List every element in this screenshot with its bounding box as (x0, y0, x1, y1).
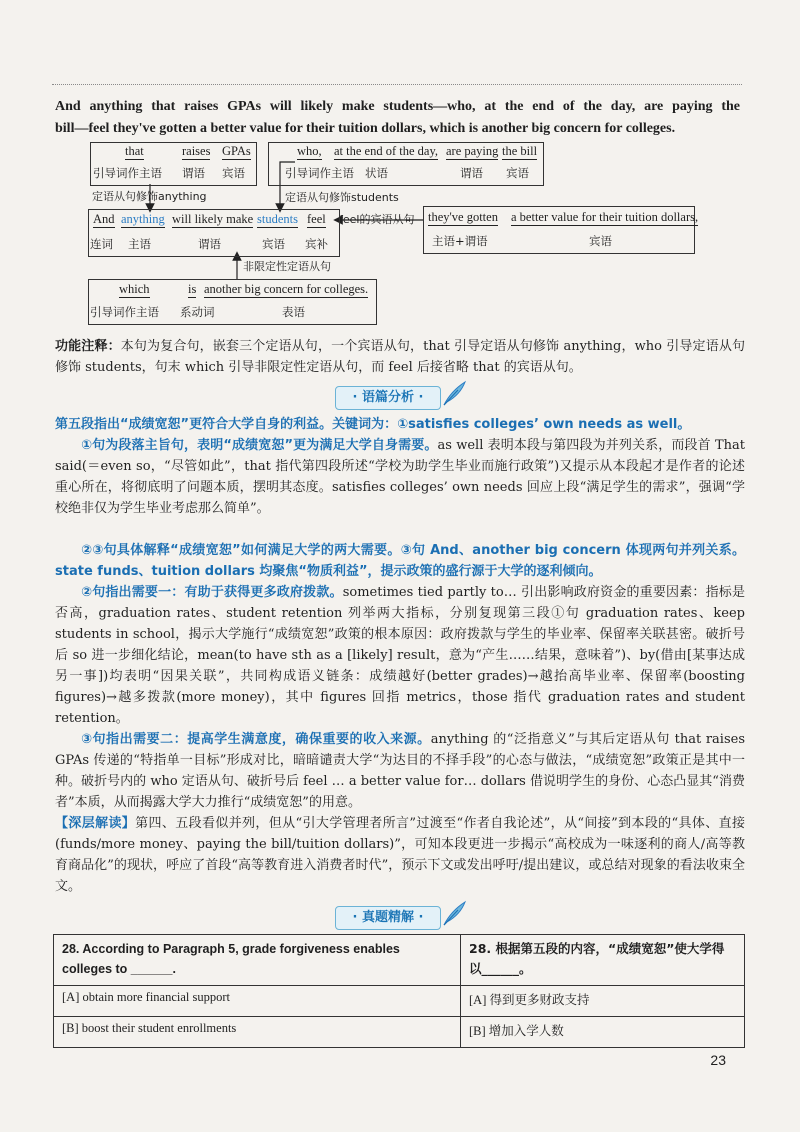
role-subject-intro-2: 引导词作主语 (285, 166, 354, 180)
word-gpas: GPAs (222, 144, 251, 158)
note-modifies-anything: 定语从句修饰anything (92, 190, 207, 203)
role-predicate-2: 谓语 (460, 166, 483, 180)
analysis-p5-head: ③句指出需要二：提高学生满意度，确保重要的收入来源。 (81, 732, 431, 747)
note-nonrestrictive-clause: 非限定性定语从句 (243, 260, 331, 273)
analysis-p4-body: sometimes tied partly to… 引出影响政府资金的重要因素：指标是否高，graduation rates、student retention 列举两大指标，分别复现第三段①句 graduation rates、keep students in school，揭示大学施行“成绩宽恕”政策的根本原因：政府拨款与学生的毕业率、保留率关联甚密。破折号后 so 进一步细化结论，mean(to have sth as a [likely] result，意为“产生……结果，意味着”)、by(借由[某事达成另一事])均表明“因果关联”，共同构成语义链条：成绩越好(better grades)→越抬高毕业率、保留率(boosting figures)→越多拨款(more money)，其中 figures 回指 metrics，those 指代 graduation rates and student retention。 (55, 585, 745, 726)
table-row (54, 986, 745, 1017)
word-feel: feel (307, 212, 326, 226)
analysis-p6-body: 第四、五段看似并列，但从“引大学管理者所言”过渡至“作者自我论述”，从“间接”到本段的“具体、直接(funds/more money、paying the bill/tuition dollars)”，可知本段更进一步揭示“高校成为一味逐利的商人/高等教育商品化”的现状，呼应了首段“高等教育进入消费者时代”，预示下文或发出呼吁/提出建议，或总结对现象的看法收束全文。 (55, 816, 745, 894)
word-the-bill: the bill (502, 144, 538, 158)
role-object-main: 宾语 (262, 237, 285, 251)
analysis-paragraph-2 (55, 435, 745, 519)
analysis-p1-text: 第五段指出“成绩宽恕”更符合大学自身的利益。关键词为：①satisfies colleges’ own needs as well。 (55, 417, 691, 432)
note-modifies-students: 定语从句修饰students (285, 191, 399, 204)
analysis-p4-head: ②句指出需要一：有助于获得更多政府拨款。 (81, 585, 343, 600)
word-which: which (119, 282, 150, 296)
word-anything: anything (121, 212, 165, 226)
analysis-p2-head: ①句为段落主旨句，表明“成绩宽恕”更为满足大学自身需要。 (81, 438, 438, 453)
quill-icon (440, 899, 468, 927)
word-will-likely-make: will likely make (172, 212, 254, 226)
role-predicate-main: 谓语 (198, 237, 221, 251)
word-end-of-day: at the end of the day, (334, 144, 439, 158)
question-stem-cn: 28. 根据第五段的内容，“成绩宽恕”使大学得以______。 (461, 935, 745, 986)
sentence-structure-diagram (0, 0, 800, 330)
word-is: is (188, 282, 197, 296)
option-b-en: [B] boost their student enrollments (54, 1017, 461, 1048)
analysis-p2-body: as well 表明本段与第四段为并列关系，而段首 That said(＝even so，“尽管如此”，that 指代第四段所述“学校为助学生毕业而施行政策”)又提示从本段起才是作者的论述重心所在，将彻底明了问题本质，摆明其态度。satisfies colleges’ own needs 回应上段“满足学生的需求”，强调“学校绝非仅为学生毕业考虑那么简单”。 (55, 438, 745, 516)
word-who: who, (297, 144, 322, 158)
role-subject-intro: 引导词作主语 (93, 166, 162, 180)
function-note-text: 本句为复合句，嵌套三个定语从句，一个宾语从句，that 引导定语从句修饰 anything，who 引导定语从句修饰 students，句末 which 引导非限定性定语从句，而 feel 后接省略 that 的宾语从句。 (55, 339, 745, 375)
deep-reading-label: 【深层解读】 (55, 816, 136, 831)
word-another-big-concern: another big concern for colleges. (204, 282, 369, 296)
role-linking-verb: 系动词 (180, 305, 215, 319)
option-a-en: [A] obtain more financial support (54, 986, 461, 1017)
analysis-p3-text: ②③句具体解释“成绩宽恕”如何满足大学的两大需要。③句 And、another big concern 体现两句并列关系。state funds、tuition dollars 均聚焦“物质利益”，提示政策的盛行源于大学的逐利倾向。 (55, 543, 745, 579)
option-b-cn: [B] 增加入学人数 (461, 1017, 745, 1048)
word-better-value: a better value for their tuition dollars, (511, 210, 699, 224)
sentence-line-2: bill—feel they've gotten a better value for their tuition dollars, which is another big concern for colleges. (55, 121, 676, 136)
word-and: And (93, 212, 115, 226)
note-object-clause-of-feel: feel的宾语从句 (339, 213, 415, 226)
section-title-discourse-analysis: · 语篇分析 · (335, 386, 441, 410)
word-that: that (125, 144, 144, 158)
word-raises: raises (182, 144, 211, 158)
page-number: 23 (710, 1052, 726, 1068)
analysis-paragraph-1 (55, 414, 745, 435)
role-object: 宾语 (222, 166, 245, 180)
analysis-p5-body: anything 的“泛指意义”与其后定语从句 that raises GPAs 传递的“特指单一目标”形成对比，暗暗谴责大学“为达目的不择手段”的心态与做法，“成绩宽恕”政策正是其中一种。破折号内的 who 定语从句、破折号后 feel … a better value for… dollars 借说明学生的身份、心态凸显其“消费者”本质，从而揭露大学大力推行“成绩宽恕”的用意。 (55, 732, 745, 810)
role-subject: 主语 (128, 237, 151, 251)
analysis-paragraph-4 (55, 582, 745, 729)
word-are-paying: are paying (446, 144, 499, 158)
table-row (54, 1017, 745, 1048)
analysis-paragraph-5 (55, 729, 745, 813)
role-conjunction: 连词 (90, 237, 113, 251)
section-title-exam-explanation: · 真题精解 · (335, 906, 441, 930)
role-complement: 宾补 (305, 237, 328, 251)
role-predicative: 表语 (282, 305, 305, 319)
quill-icon (440, 379, 468, 407)
analysis-paragraph-3 (55, 540, 745, 582)
word-students: students (257, 212, 298, 226)
role-object-2: 宾语 (506, 166, 529, 180)
function-note-label: 功能注释： (55, 339, 121, 354)
sentence-line-1: And anything that raises GPAs will likely make students—who, at the end of the day, are paying the (55, 99, 740, 114)
option-a-cn: [A] 得到更多财政支持 (461, 986, 745, 1017)
word-theyve-gotten: they've gotten (428, 210, 498, 224)
role-adverbial: 状语 (365, 166, 388, 180)
analysis-paragraph-6 (55, 813, 745, 897)
function-note (55, 336, 745, 378)
table-row (54, 935, 745, 986)
question-table (53, 934, 745, 1048)
question-stem-en: 28. According to Paragraph 5, grade forgiveness enables colleges to ______. (54, 935, 461, 986)
role-predicate: 谓语 (182, 166, 205, 180)
role-subject-intro-4: 引导词作主语 (90, 305, 159, 319)
role-object-3: 宾语 (589, 234, 612, 248)
role-subject-predicate: 主语+谓语 (432, 234, 488, 248)
